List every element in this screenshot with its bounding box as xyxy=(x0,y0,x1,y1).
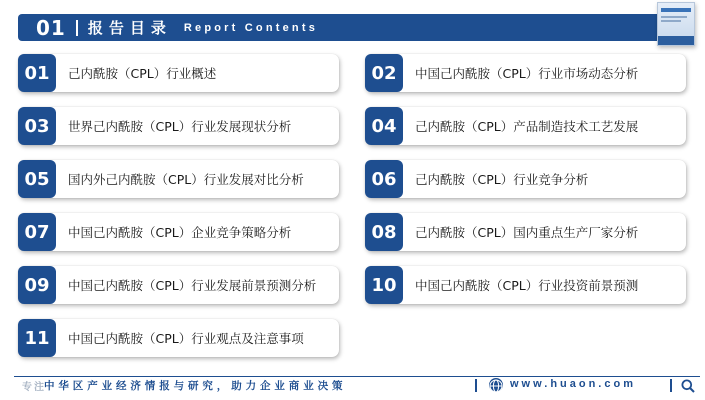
section-number: 01 xyxy=(36,15,66,40)
toc-item[interactable] xyxy=(365,107,686,145)
footer-separator xyxy=(475,379,477,392)
toc-item-number: 01 xyxy=(18,54,56,92)
toc-item-label: 中国己内酰胺（CPL）企业竞争策略分析 xyxy=(68,225,292,240)
toc-item[interactable] xyxy=(365,160,686,198)
toc-item[interactable] xyxy=(18,319,339,357)
toc-item[interactable] xyxy=(365,213,686,251)
page-title: 报告目录 xyxy=(87,19,172,37)
toc-item-number: 03 xyxy=(18,107,56,145)
toc-item[interactable] xyxy=(18,266,339,304)
footer-divider xyxy=(14,376,700,377)
header-divider xyxy=(76,20,78,36)
toc-item-number: 06 xyxy=(365,160,403,198)
toc-item-label: 中国己内酰胺（CPL）行业投资前景预测 xyxy=(415,278,639,293)
header-bar xyxy=(18,14,686,41)
footer-slogan: 中华区产业经济情报与研究，助力企业商业决策 xyxy=(44,380,347,392)
toc-item-label: 己内酰胺（CPL）行业竞争分析 xyxy=(415,172,589,187)
toc-item-label: 己内酰胺（CPL）行业概述 xyxy=(68,66,217,81)
website-link[interactable]: www.huaon.com xyxy=(510,378,636,390)
toc-item-label: 国内外己内酰胺（CPL）行业发展对比分析 xyxy=(68,172,304,187)
toc-item[interactable] xyxy=(18,54,339,92)
toc-item-number: 11 xyxy=(18,319,56,357)
report-cover-image xyxy=(657,2,695,46)
toc-item[interactable] xyxy=(18,107,339,145)
toc-item[interactable] xyxy=(365,54,686,92)
toc-item-label: 中国己内酰胺（CPL）行业市场动态分析 xyxy=(415,66,639,81)
toc-item[interactable] xyxy=(365,266,686,304)
toc-item[interactable] xyxy=(18,160,339,198)
toc-item-label: 己内酰胺（CPL）国内重点生产厂家分析 xyxy=(415,225,639,240)
toc-item-label: 世界己内酰胺（CPL）行业发展现状分析 xyxy=(68,119,292,134)
toc-item-number: 04 xyxy=(365,107,403,145)
toc-item-number: 08 xyxy=(365,213,403,251)
page-subtitle: Report Contents xyxy=(183,21,319,34)
toc-item-label: 己内酰胺（CPL）产品制造技术工艺发展 xyxy=(415,119,639,134)
toc-item-number: 10 xyxy=(365,266,403,304)
toc-item-label: 中国己内酰胺（CPL）行业观点及注意事项 xyxy=(68,331,304,346)
toc-item-number: 02 xyxy=(365,54,403,92)
toc-item-number: 09 xyxy=(18,266,56,304)
globe-icon xyxy=(489,378,503,392)
toc-item-number: 07 xyxy=(18,213,56,251)
search-icon[interactable] xyxy=(681,378,695,392)
toc-item[interactable] xyxy=(18,213,339,251)
toc-item-number: 05 xyxy=(18,160,56,198)
footer-separator xyxy=(670,379,672,392)
watermark-text: 专注 xyxy=(22,382,46,393)
toc-item-label: 中国己内酰胺（CPL）行业发展前景预测分析 xyxy=(68,278,317,293)
